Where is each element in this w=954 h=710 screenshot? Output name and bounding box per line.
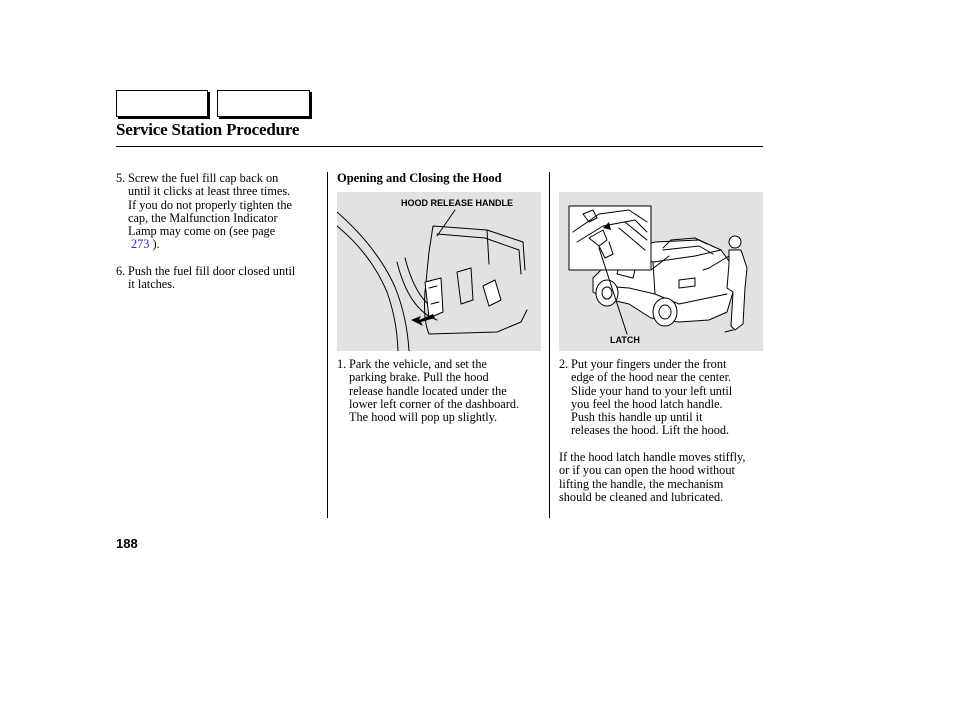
step-5-line: until it clicks at least three times.	[128, 184, 291, 199]
step-5-line: Screw the fuel fill cap back on	[128, 171, 279, 185]
step-1-line: parking brake. Pull the hood	[349, 370, 489, 385]
step-1-line: release handle located under the	[349, 383, 507, 398]
title-divider	[116, 146, 763, 147]
nav-button-prev[interactable]	[116, 90, 208, 117]
link-suffix: ).	[152, 237, 160, 252]
step-5-line: If you do not properly tighten the	[128, 197, 292, 212]
hood-release-figure	[337, 192, 541, 351]
step-1	[337, 358, 547, 424]
step-1-line: lower left corner of the dashboard.	[349, 396, 520, 411]
note-line: lifting the handle, the mechanism	[559, 476, 724, 491]
step-2	[559, 358, 771, 438]
page-number: 188	[116, 536, 138, 551]
step-5-line	[128, 238, 321, 251]
note-line: should be cleaned and lubricated.	[559, 489, 724, 504]
latch-label: LATCH	[610, 335, 640, 345]
step-2-line: Put your fingers under the front	[571, 357, 727, 371]
section-heading: Opening and Closing the Hood	[337, 171, 502, 185]
note-line: If the hood latch handle moves stiffly,	[559, 450, 746, 464]
hood-latch-illustration	[559, 192, 763, 351]
step-5	[116, 172, 321, 252]
page-link[interactable]: 273	[131, 237, 150, 252]
column-divider-2	[549, 172, 550, 518]
step-5-line: Lamp may come on (see page	[128, 224, 276, 239]
step-1-line: Park the vehicle, and set the	[349, 357, 487, 371]
hood-note	[559, 451, 774, 504]
step-2-line: releases the hood. Lift the hood.	[571, 423, 730, 438]
step-6	[116, 265, 321, 292]
step-number: 5.	[116, 171, 126, 185]
page-title: Service Station Procedure	[116, 120, 300, 139]
hood-release-label: HOOD RELEASE HANDLE	[401, 198, 514, 208]
step-6-line: it latches.	[128, 277, 176, 292]
hood-release-illustration	[337, 192, 541, 351]
column-divider-1	[327, 172, 328, 518]
step-number: 1.	[337, 357, 347, 371]
step-number: 2.	[559, 357, 569, 371]
nav-button-next[interactable]	[217, 90, 310, 117]
step-2-line: Slide your hand to your left until	[571, 383, 733, 398]
note-line: or if you can open the hood without	[559, 463, 735, 478]
step-2-line: Push this handle up until it	[571, 410, 703, 425]
step-1-line: The hood will pop up slightly.	[349, 410, 498, 425]
hood-latch-figure	[559, 192, 763, 351]
step-2-line: edge of the hood near the center.	[571, 370, 732, 385]
step-6-line: Push the fuel fill door closed until	[128, 264, 296, 278]
step-5-line: cap, the Malfunction Indicator	[128, 210, 278, 225]
step-2-line: you feel the hood latch handle.	[571, 396, 723, 411]
step-number: 6.	[116, 264, 126, 278]
